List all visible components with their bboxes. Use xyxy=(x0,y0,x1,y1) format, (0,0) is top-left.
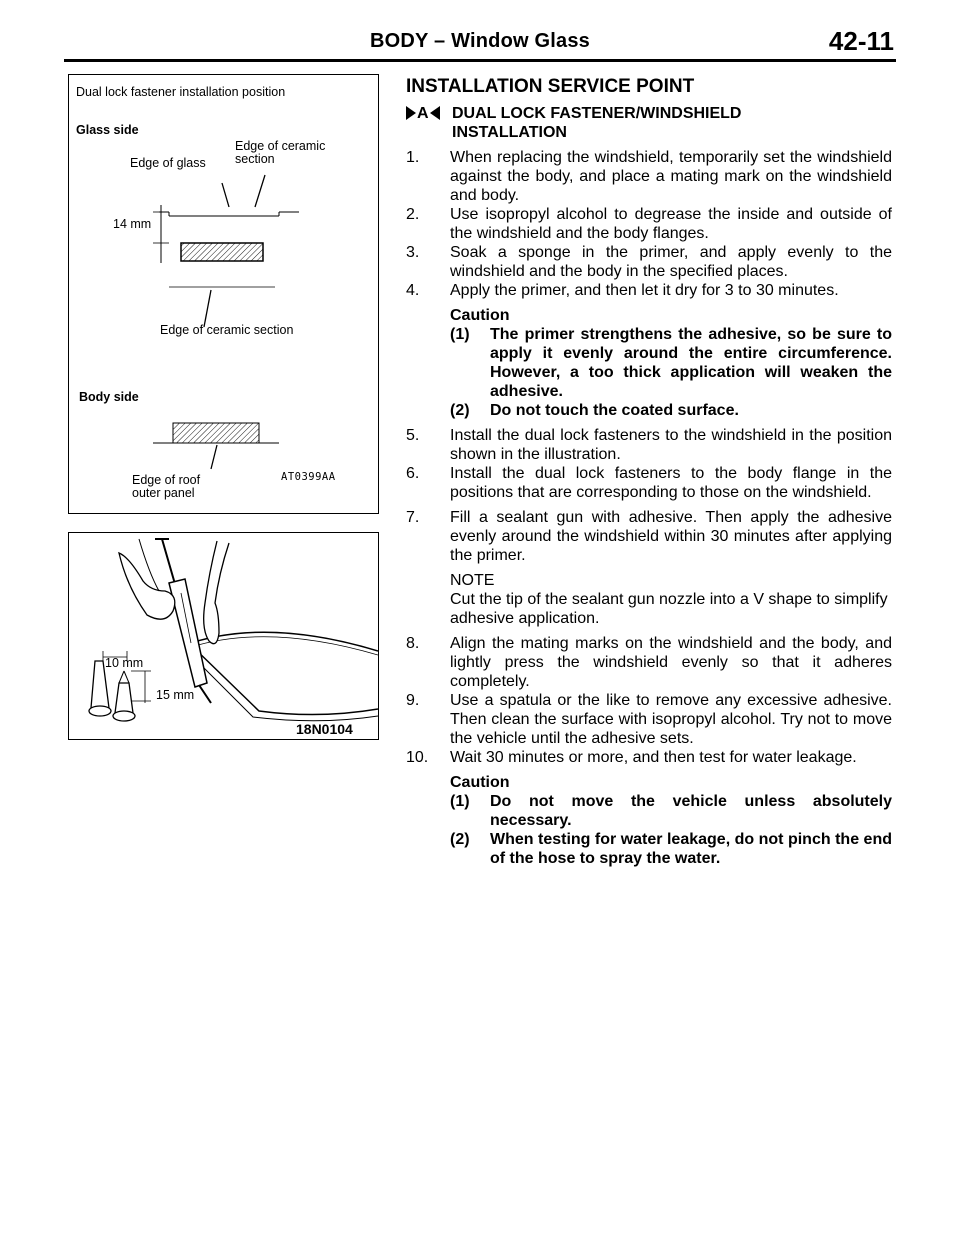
dimension-14mm: 14 mm xyxy=(113,217,152,231)
caution-label: Caution xyxy=(450,774,510,791)
fastener-diagram xyxy=(69,75,378,513)
caution-item: (2) When testing for water leakage, do not pinch the end of the hose to spray the water. xyxy=(450,831,892,867)
note-label: NOTE xyxy=(450,572,495,589)
figure1-caption: Dual lock fastener installation position xyxy=(76,85,286,99)
figure-fastener-position xyxy=(68,74,379,514)
step: 4. Apply the primer, and then let it dry for 3 to 30 minutes. xyxy=(406,282,839,299)
step: 10. Wait 30 minutes or more, and then test for water leakage. xyxy=(406,749,857,766)
glass-side-label: Glass side xyxy=(76,123,139,137)
dimension-10mm: 10 mm xyxy=(105,656,144,670)
dimension-15mm: 15 mm xyxy=(156,688,195,702)
edge-roof-label-a: Edge of roof xyxy=(132,473,201,487)
page-title: BODY – Window Glass xyxy=(370,30,590,52)
section-heading: INSTALLATION SERVICE POINT xyxy=(406,76,695,97)
body-side-label: Body side xyxy=(79,390,139,404)
figure-sealant-gun xyxy=(68,532,379,740)
caution-item: (1) Do not move the vehicle unless absolutely necessary. xyxy=(450,793,892,829)
sub-heading-line-2: INSTALLATION xyxy=(452,124,567,141)
caution-item: (1) The primer strengthens the adhesive, so be sure to apply it evenly around the entire circumference. However, a too thick application will weaken the adhesive. xyxy=(450,326,892,400)
service-point-marker xyxy=(406,104,452,142)
triangle-right-icon xyxy=(406,106,416,120)
instructions-column xyxy=(406,76,892,868)
figure2-code: 18N0104 xyxy=(296,721,353,737)
edge-ceramic-section-label: Edge of ceramic section xyxy=(160,323,294,337)
edge-roof-label-b: outer panel xyxy=(132,486,195,500)
edge-ceramic-label-b: section xyxy=(235,152,275,166)
step: 5. Install the dual lock fasteners to the windshield in the position shown in the illustration. xyxy=(406,427,892,463)
sealant-gun-illustration xyxy=(69,533,378,739)
step: 7. Fill a sealant gun with adhesive. Then apply the adhesive evenly around the windshield within 30 minutes after applying the primer. xyxy=(406,509,892,564)
sub-heading xyxy=(406,104,892,142)
step: 9. Use a spatula or the like to remove any excessive adhesive. Then clean the surface with isopropyl alcohol. Try not to move the vehicle until the adhesive sets. xyxy=(406,692,892,747)
triangle-left-icon xyxy=(430,106,440,120)
sub-heading-line-1: DUAL LOCK FASTENER/WINDSHIELD xyxy=(452,105,742,122)
step: 2. Use isopropyl alcohol to degrease the inside and outside of the windshield and the body flanges. xyxy=(406,206,892,242)
step: 1. When replacing the windshield, temporarily set the windshield against the body, and place a mating mark on the windshield and body. xyxy=(406,149,892,204)
caution-item: (2) Do not touch the coated surface. xyxy=(450,402,739,419)
figure1-code: AT0399AA xyxy=(281,471,336,483)
step: 3. Soak a sponge in the primer, and apply evenly to the windshield and the body in the specified places. xyxy=(406,244,892,280)
edge-ceramic-label-a: Edge of ceramic xyxy=(235,139,326,153)
service-point-letter: A xyxy=(417,105,429,122)
page-header xyxy=(64,22,896,62)
step: 6. Install the dual lock fasteners to the body flange in the positions that are corresponding to those on the windshield. xyxy=(406,465,892,501)
edge-glass-label: Edge of glass xyxy=(130,156,206,170)
note-text: Cut the tip of the sealant gun nozzle into a V shape to simplify adhesive application. xyxy=(450,591,888,627)
caution-label: Caution xyxy=(450,307,510,324)
header-rule xyxy=(64,59,896,62)
page-number: 42-11 xyxy=(828,26,894,56)
step: 8. Align the mating marks on the windshield and the body, and lightly press the windshield evenly so that it adheres completely. xyxy=(406,635,892,690)
